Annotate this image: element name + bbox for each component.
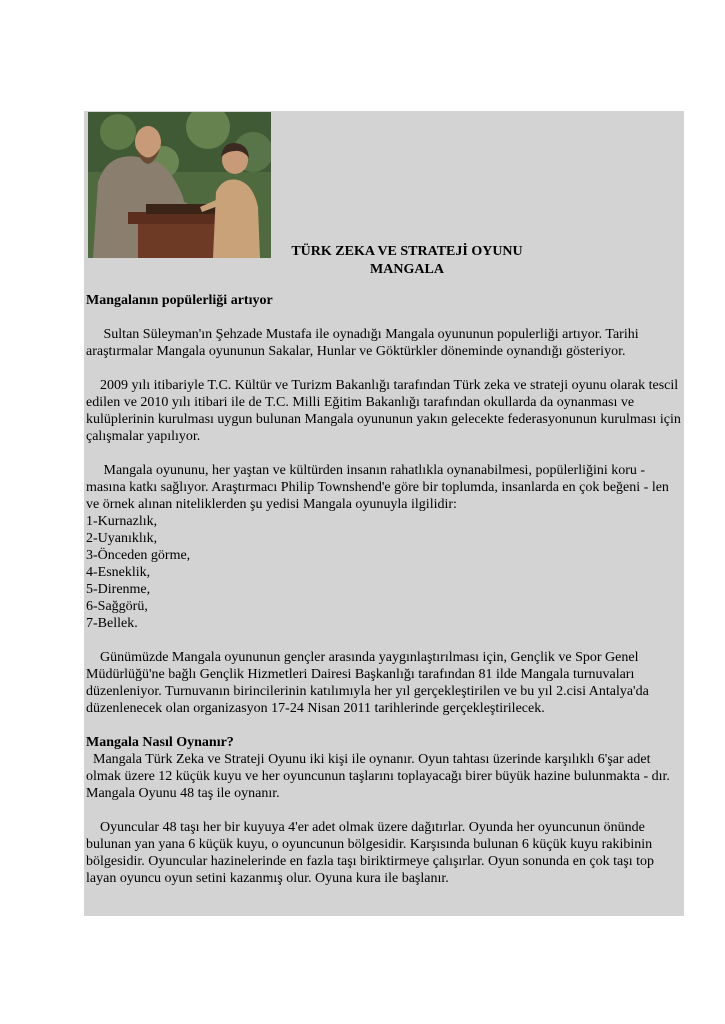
title-line-2: MANGALA: [370, 262, 444, 277]
paragraph-2: 2009 yılı itibariyle T.C. Kültür ve Turizm Bakanlığı tarafından Türk zeka ve strateji oyunu olarak tescil edilen ve 2010 yılı itibari ile de T.C. Milli Eğitim Bakanlığı tarafından okullarda da oynanması ve kulüplerinin kurulması uygun bulunan Mangala oyununun yakın gelecekte federasyonunun kurulması için çalışmalar yapılıyor.: [86, 378, 681, 444]
title-line-1: TÜRK ZEKA VE STRATEJİ OYUNU: [291, 244, 523, 259]
section-heading-howto: Mangala Nasıl Oynanır?: [86, 735, 234, 750]
section-heading-popularity: Mangalanın popülerliği artıyor: [86, 293, 273, 308]
list-item: 6-Sağgörü,: [86, 599, 148, 614]
photo-image: [88, 112, 271, 258]
list-item: 2-Uyanıklık,: [86, 531, 158, 546]
list-item: 7-Bellek.: [86, 616, 138, 631]
paragraph-4: Günümüzde Mangala oyununun gençler arasında yaygınlaştırılması için, Gençlik ve Spor Genel Müdürlüğü'ne bağlı Gençlik Hizmetleri Dairesi Başkanlığı tarafından 81 ilde Mangala turnuvaları düzenleniyor. Turnuvanın birincilerinin katılımıyla her yıl gerçekleştirilen ve bu yıl 2.cisi Antalya'da düzenlenecek olan organizasyon 17-24 Nisan 2011 tarihlerinde gerçekleştirilecek.: [86, 650, 649, 716]
list-item: 1-Kurnazlık,: [86, 514, 158, 529]
list-item: 3-Önceden görme,: [86, 548, 191, 563]
document-title: [272, 243, 542, 279]
qualities-list: [86, 513, 682, 632]
list-item: 4-Esneklik,: [86, 565, 151, 580]
paragraph-5: Mangala Türk Zeka ve Strateji Oyunu iki kişi ile oynanır. Oyun tahtası üzerinde karşılıklı 6'şar adet olmak üzere 12 küçük kuyu ve her oyuncunun taşlarını toplayacağı birer büyük hazine bulunmakta - dır. Mangala Oyunu 48 taş ile oynanır.: [86, 752, 670, 801]
list-item: 5-Direnme,: [86, 582, 151, 597]
document-body: [86, 292, 682, 887]
paragraph-6: Oyuncular 48 taşı her bir kuyuya 4'er adet olmak üzere dağıtırlar. Oyunda her oyuncunun önünde bulunan yan yana 6 küçük kuyu, o oyuncunun bölgesidir. Karşısında bulunan 6 küçük kuyu rakibinin bölgesidir. Oyuncular hazinelerinde en fazla taşı biriktirmeye çalışırlar. Oyun sonunda en çok taşı top layan oyuncu oyun setini kazanmış olur. Oyuna kura ile başlanır.: [86, 820, 654, 886]
paragraph-3: Mangala oyununu, her yaştan ve kültürden insanın rahatlıkla oynanabilmesi, popülerliğini koru - masına katkı sağlıyor. Araştırmacı Philip Townshend'e göre bir toplumda, insanlarda en çok beğeni - len ve örnek alınan niteliklerden şu yedisi Mangala oyunuyla ilgilidir:: [86, 463, 669, 512]
paragraph-1: Sultan Süleyman'ın Şehzade Mustafa ile oynadığı Mangala oyununun populerliği artıyor. Tarihi araştırmalar Mangala oyununun Sakalar, Hunlar ve Göktürkler döneminde oynandığı gösteriyor.: [86, 327, 639, 359]
